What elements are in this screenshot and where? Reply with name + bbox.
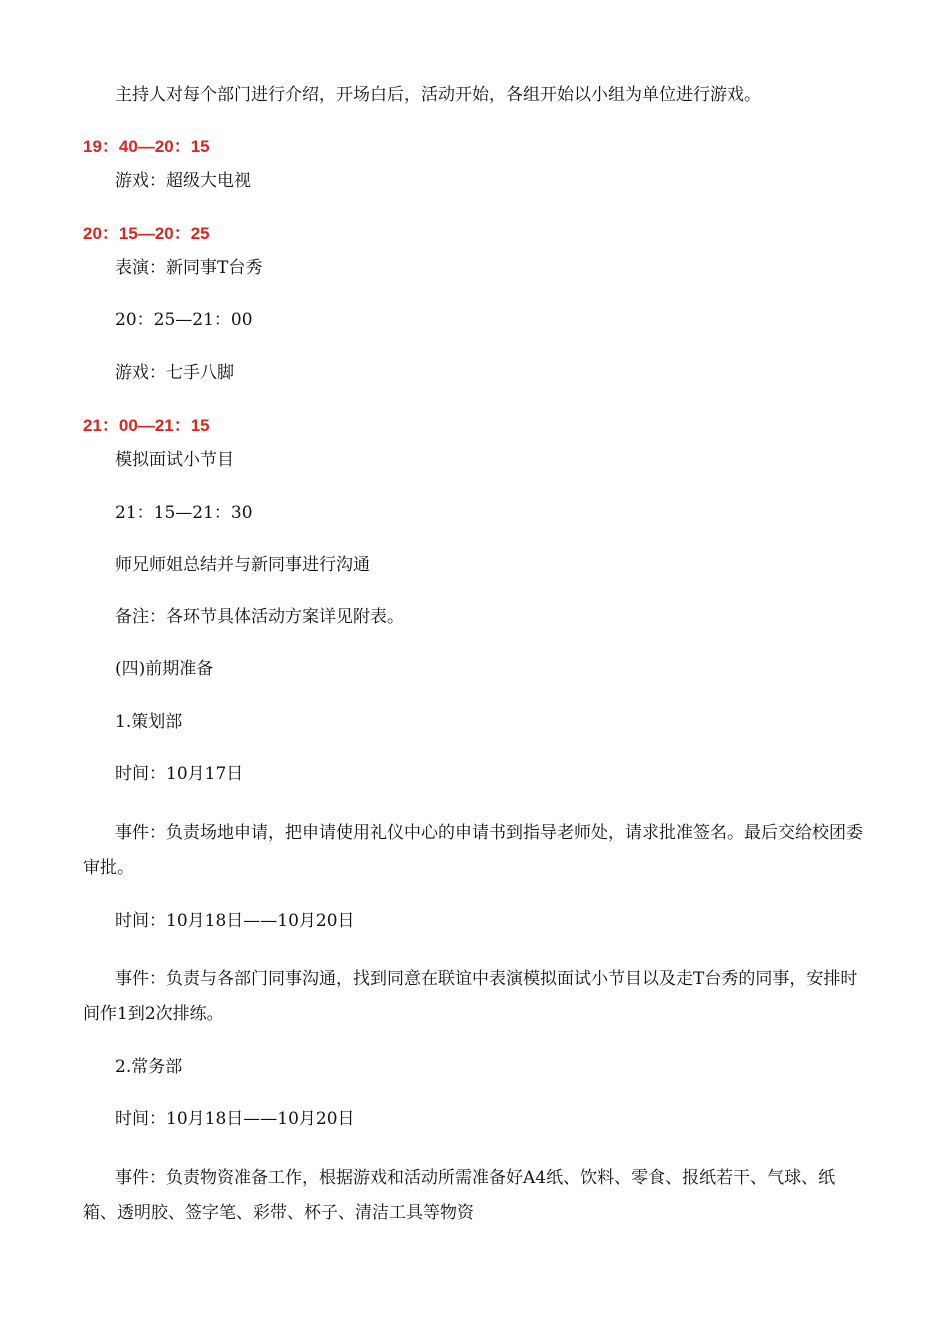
paragraph-general-time: 时间：10月18日——10月20日: [115, 1109, 355, 1129]
paragraph-interview: 模拟面试小节目: [115, 450, 234, 470]
paragraph-time-4: 21：15—21：30: [115, 503, 253, 523]
time-heading-2: 20：15—20：25: [83, 224, 210, 243]
paragraph-intro: 主持人对每个部门进行介绍，开场白后，活动开始，各组开始以小组为单位进行游戏。: [115, 85, 761, 105]
section-heading-preparation: (四)前期准备: [115, 659, 214, 679]
time-heading-3: 21：00—21：15: [83, 416, 210, 435]
paragraph-game-2: 游戏：七手八脚: [115, 363, 234, 383]
paragraph-summary: 师兄师姐总结并与新同事进行沟通: [115, 555, 370, 575]
time-heading-1: 19：40—20：15: [83, 137, 210, 156]
subsection-planning-dept: 1.策划部: [115, 712, 183, 732]
paragraph-game-1: 游戏：超级大电视: [115, 171, 251, 191]
paragraph-show: 表演：新同事T台秀: [115, 258, 263, 278]
paragraph-general-event: 事件：负责物资准备工作，根据游戏和活动所需准备好A4纸、饮料、零食、报纸若干、气球、纸箱、透明胶、签字笔、彩带、杯子、清洁工具等物资: [83, 1168, 836, 1223]
paragraph-note: 备注：各环节具体活动方案详见附表。: [115, 607, 404, 627]
paragraph-planning-time-1: 时间：10月17日: [115, 764, 244, 784]
paragraph-planning-event-2: 事件：负责与各部门同事沟通，找到同意在联谊中表演模拟面试小节目以及走T台秀的同事，安排时间作1到2次排练。: [83, 969, 858, 1024]
paragraph-planning-time-2: 时间：10月18日——10月20日: [115, 911, 355, 931]
paragraph-time-3: 20：25—21：00: [115, 310, 253, 330]
subsection-general-affairs-dept: 2.常务部: [115, 1057, 183, 1077]
paragraph-planning-event-1: 事件：负责场地申请，把申请使用礼仪中心的申请书到指导老师处，请求批准签名。最后交给校团委审批。: [83, 823, 863, 878]
